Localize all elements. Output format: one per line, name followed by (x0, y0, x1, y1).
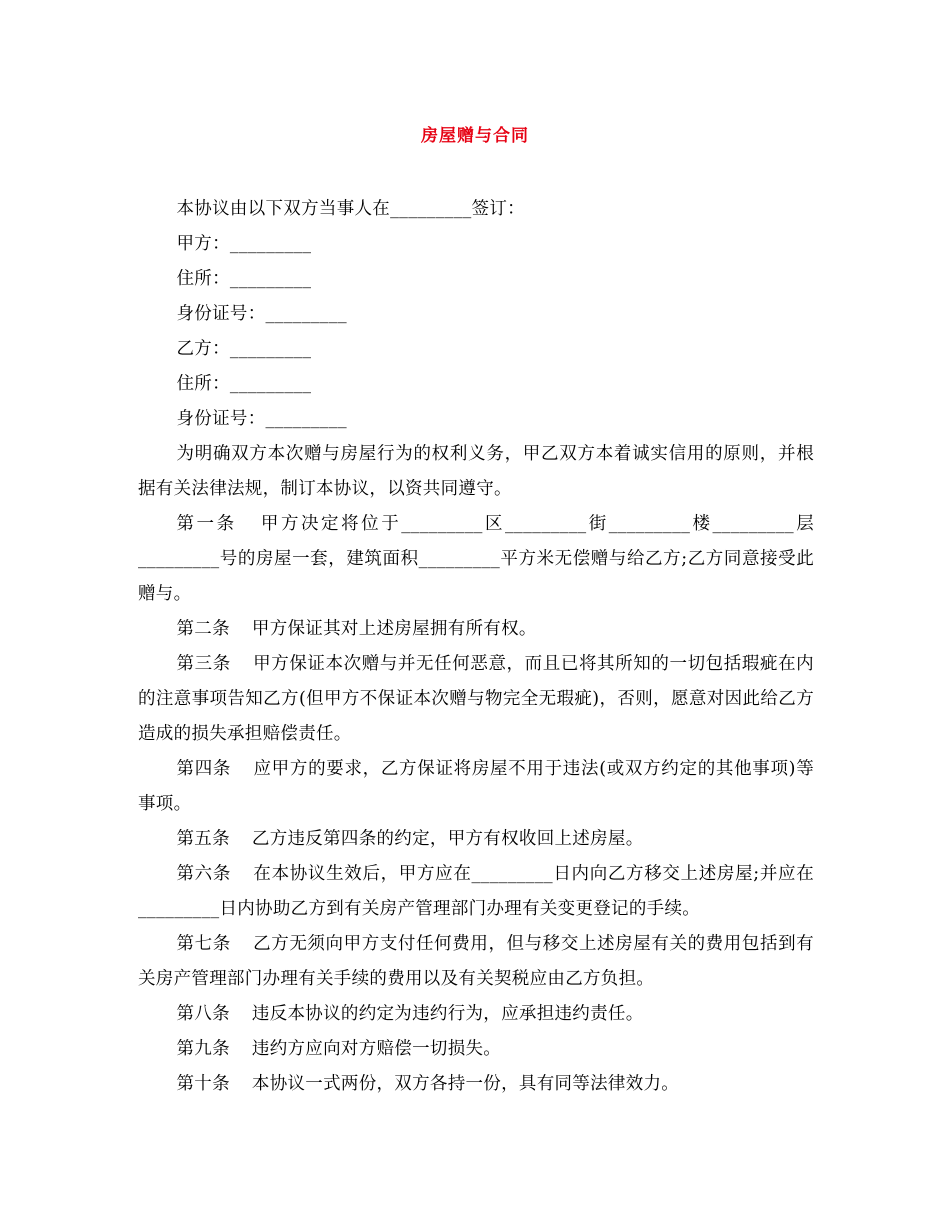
article-label: 第五条 (176, 829, 230, 849)
article-4 (138, 752, 814, 822)
article-5 (138, 822, 814, 857)
intro-line: 本协议由以下双方当事人在_________签订： (176, 199, 525, 219)
party-a-address-line: 住所：_________ (176, 269, 312, 289)
article-text: 甲方保证其对上述房屋拥有所有权。 (251, 619, 537, 639)
article-text: 乙方违反第四条的约定，甲方有权收回上述房屋。 (251, 829, 644, 849)
article-9 (138, 1032, 814, 1067)
article-7 (138, 927, 814, 997)
article-text: 应甲方的要求，乙方保证将房屋不用于违法(或双方约定的其他事项)等事项。 (138, 759, 814, 814)
article-label: 第九条 (176, 1039, 230, 1059)
article-10 (138, 1067, 814, 1102)
party-a-id-line: 身份证号：_________ (176, 304, 347, 324)
article-label: 第七条 (176, 934, 231, 954)
article-label: 第三条 (176, 654, 231, 674)
article-label: 第六条 (176, 864, 232, 884)
article-text: 违约方应向对方赔偿一切损失。 (251, 1039, 502, 1059)
article-text: 本协议一式两份，双方各持一份，具有同等法律效力。 (251, 1074, 680, 1094)
document-title: 房屋赠与合同 (421, 126, 529, 146)
article-1 (138, 507, 814, 612)
article-text: 甲方保证本次赠与并无任何恶意，而且已将其所知的一切包括瑕疵在内的注意事项告知乙方(但甲方不保证本次赠与物完全无瑕疵)，否则，愿意对因此给乙方造成的损失承担赔偿责任。 (138, 654, 814, 744)
article-label: 第二条 (176, 619, 230, 639)
article-text: 甲方决定将位于_________区_________街_________楼_________层_________号的房屋一套，建筑面积_________平方米无偿赠与给乙方;乙方同意接受此赠与。 (138, 514, 814, 604)
article-text: 违反本协议的约定为违约行为，应承担违约责任。 (251, 1004, 644, 1024)
article-8 (138, 997, 814, 1032)
preamble-paragraph: 为明确双方本次赠与房屋行为的权利义务，甲乙双方本着诚实信用的原则，并根据有关法律法规，制订本协议，以资共同遵守。 (138, 444, 814, 499)
document-body (138, 192, 814, 1102)
article-label: 第四条 (176, 759, 232, 779)
article-2 (138, 612, 814, 647)
article-6 (138, 857, 814, 927)
article-label: 第一条 (176, 514, 237, 534)
article-label: 第八条 (176, 1004, 230, 1024)
party-b-id-line: 身份证号：_________ (176, 409, 347, 429)
party-b-line: 乙方：_________ (176, 339, 312, 359)
article-3 (138, 647, 814, 752)
article-label: 第十条 (176, 1074, 230, 1094)
article-text: 乙方无须向甲方支付任何费用，但与移交上述房屋有关的费用包括到有关房产管理部门办理有关手续的费用以及有关契税应由乙方负担。 (138, 934, 814, 989)
party-a-line: 甲方：_________ (176, 234, 312, 254)
party-b-address-line: 住所：_________ (176, 374, 312, 394)
article-text: 在本协议生效后，甲方应在_________日内向乙方移交上述房屋;并应在_________日内协助乙方到有关房产管理部门办理有关变更登记的手续。 (138, 864, 814, 919)
